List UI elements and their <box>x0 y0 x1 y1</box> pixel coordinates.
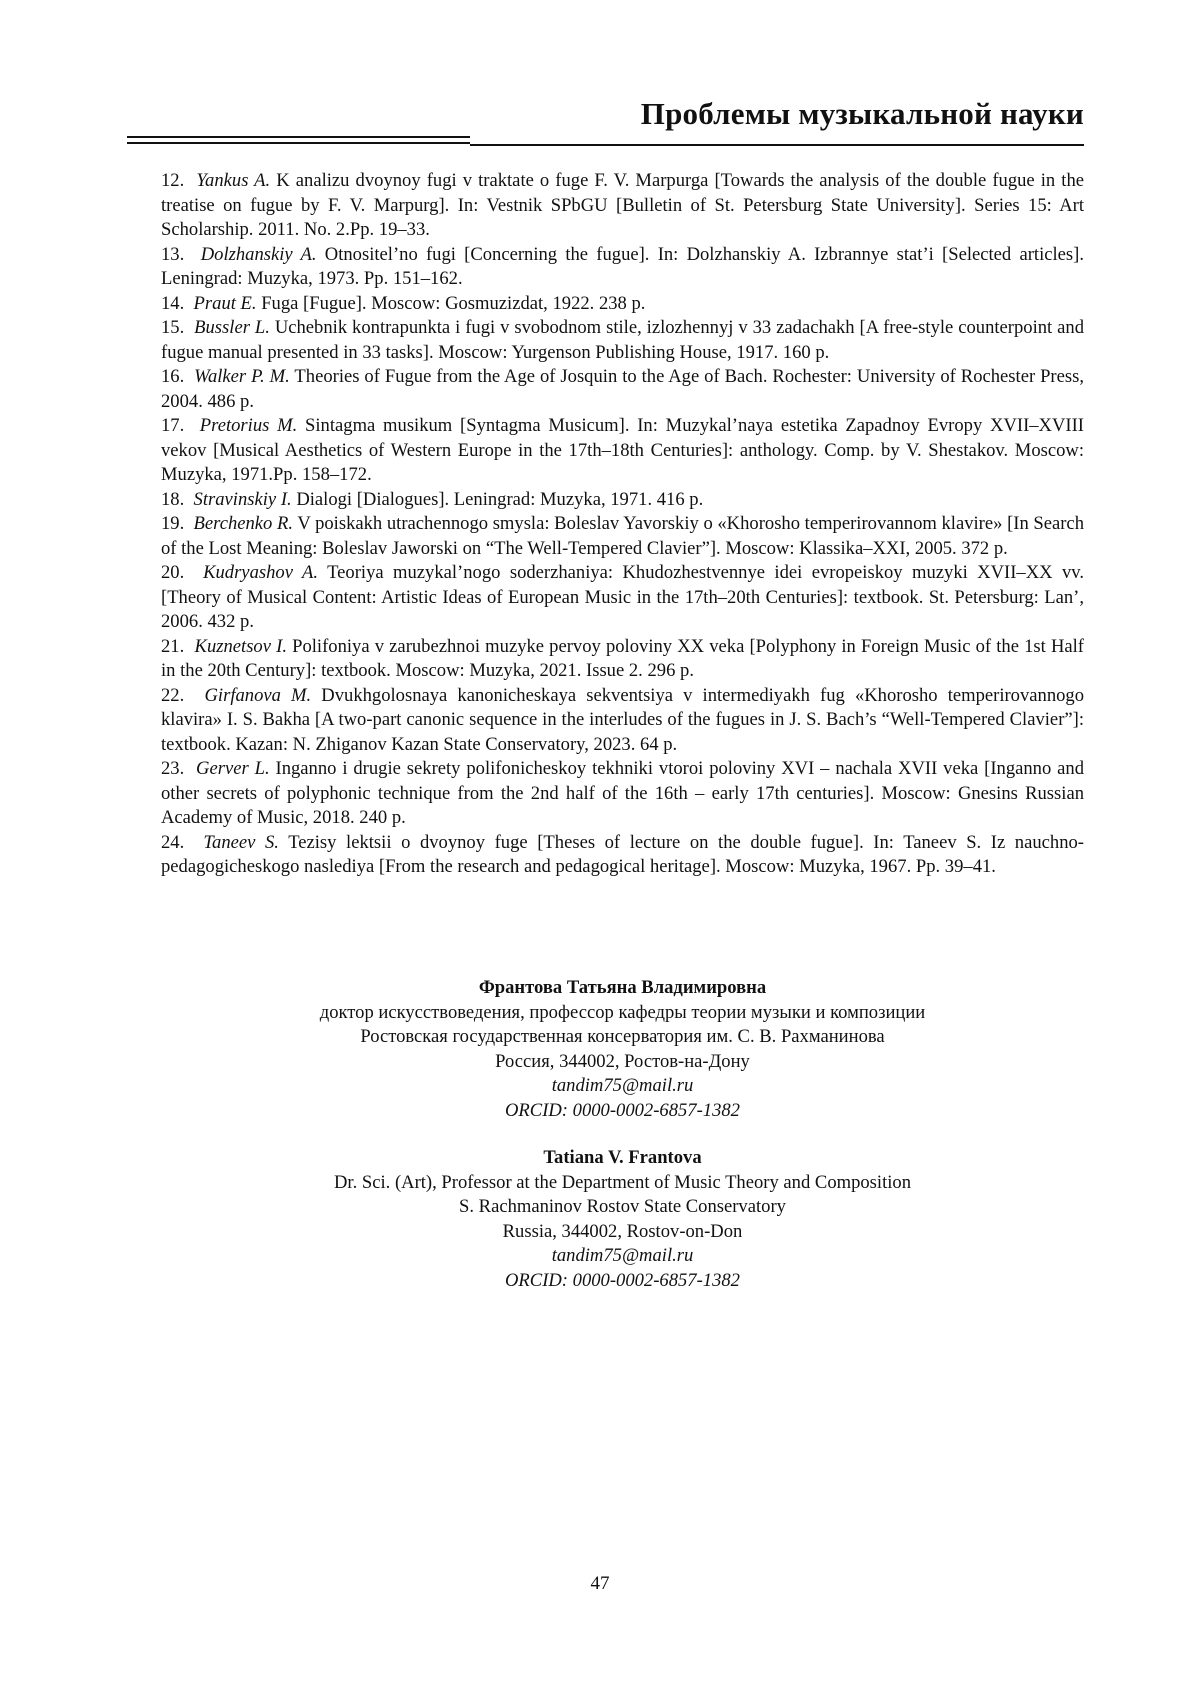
reference-number: 20. <box>161 562 185 583</box>
author-name: Франтова Татьяна Владимировна <box>478 977 767 998</box>
reference-author: Walker P. M. <box>194 366 290 387</box>
reference-text: K analizu dvoynoy fugi v traktate o fuge F. V. Marpurga [Towards the analysis of the double fugue in the treatise on fugue by F. V. Marpurg]. In: Vestnik SPbGU [Bulletin of St. Petersburg State University]. Series 15: Art Scholarship. 2011. No. 2.Pp. 19–33. <box>161 170 1085 240</box>
reference-text: Dvukhgolosnaya kanonicheskaya sekventsiya v intermediyakh fug «Khorosho temperirovannogo klavira» I. S. Bakha [A two-part canonic sequence in the interludes of the fugues in J. S. Bach’s “Well-Tempered Clavier”]: textbook. Kazan: N. Zhiganov Kazan State Conservatory, 2023. 64 p. <box>161 684 1085 755</box>
author-address: Россия, 344002, Ростов-на-Дону <box>495 1050 750 1072</box>
reference-item <box>161 512 1084 561</box>
reference-item <box>161 635 1084 684</box>
reference-item <box>161 561 1084 635</box>
reference-number: 13. <box>161 243 185 265</box>
reference-author: Kuznetsov I. <box>194 635 287 657</box>
reference-number: 12. <box>161 170 185 191</box>
reference-author: Taneev S. <box>203 831 279 853</box>
reference-item <box>161 414 1084 488</box>
reference-author: Dolzhanskiy A. <box>200 243 317 265</box>
reference-item <box>161 488 1084 513</box>
reference-item <box>161 169 1084 243</box>
reference-number: 16. <box>161 366 185 387</box>
reference-text: Fuga [Fugue]. Moscow: Gosmuzizdat, 1922. 238 p. <box>261 292 646 314</box>
reference-author: Praut E. <box>193 292 257 314</box>
reference-number: 19. <box>161 513 185 534</box>
author-email[interactable]: tandim75@mail.ru <box>551 1075 694 1096</box>
author-position: Dr. Sci. (Art), Professor at the Department of Music Theory and Composition <box>334 1171 911 1193</box>
reference-text: Polifoniya v zarubezhnoi muzyke pervoy poloviny XX veka [Polyphony in Foreign Music of the 1st Half in the 20th Century]: textbook. Moscow: Muzyka, 2021. Issue 2. 296 p. <box>161 635 1084 681</box>
reference-text: Teoriya muzykal’nogo soderzhaniya: Khudozhestvennye idei evropeiskoy muzyki XVII–XX vv. [Theory of Musical Content: Artistic Ideas of European Music in the 17th–20th Centuries]: textbook. St. Petersburg: Lan’, 2006. 432 p. <box>161 562 1085 632</box>
reference-number: 21. <box>161 635 185 657</box>
author-affiliation: Ростовская государственная консерватория им. С. В. Рахманинова <box>360 1026 885 1047</box>
reference-number: 17. <box>161 415 185 436</box>
reference-list <box>161 169 1084 880</box>
reference-text: Uchebnik kontrapunkta i fugi v svobodnom stile, izlozhennyj v 33 zadachakh [A free-style counterpoint and fugue manual presented in 33 tasks]. Moscow: Yurgenson Publishing House, 1917. 160 p. <box>161 317 1085 363</box>
reference-number: 18. <box>161 488 185 510</box>
reference-number: 15. <box>161 317 185 338</box>
reference-item <box>161 365 1084 414</box>
reference-text: Theories of Fugue from the Age of Josquin to the Age of Bach. Rochester: University of Rochester Press, 2004. 486 p. <box>161 366 1084 412</box>
author-name: Tatiana V. Frantova <box>543 1147 702 1168</box>
reference-text: Tezisy lektsii o dvoynoy fuge [Theses of lecture on the double fugue]. In: Taneev S. Iz nauchno-pedagogicheskogo naslediya [From the research and pedagogical heritage]. Moscow: Muzyka, 1967. Pp. 39–41. <box>161 831 1084 877</box>
header-rule <box>470 144 1084 146</box>
reference-author: Gerver L. <box>196 758 270 779</box>
reference-text: Dialogi [Dialogues]. Leningrad: Muzyka, 1971. 416 p. <box>296 488 704 510</box>
author-orcid: ORCID: 0000-0002-6857-1382 <box>505 1269 740 1291</box>
reference-number: 23. <box>161 758 185 779</box>
author-address: Russia, 344002, Rostov-on-Don <box>502 1220 743 1242</box>
reference-item <box>161 292 1084 317</box>
reference-author: Stravinskiy I. <box>193 488 292 510</box>
page-number: 47 <box>590 1573 610 1594</box>
author-orcid: ORCID: 0000-0002-6857-1382 <box>505 1099 740 1121</box>
reference-author: Kudryashov A. <box>203 562 319 583</box>
reference-author: Girfanova M. <box>204 684 312 706</box>
reference-author: Yankus A. <box>196 170 271 191</box>
author-info-en <box>161 1146 1084 1293</box>
reference-number: 14. <box>161 292 185 314</box>
reference-item <box>161 316 1084 365</box>
reference-item <box>161 757 1084 831</box>
author-email[interactable]: tandim75@mail.ru <box>551 1245 694 1266</box>
reference-item <box>161 831 1084 880</box>
reference-author: Pretorius M. <box>199 415 298 436</box>
reference-number: 22. <box>161 684 185 706</box>
reference-text: V poiskakh utrachennogo smysla: Boleslav Yavorskiy o «Khorosho temperirovannom klavire» [In Search of the Lost Meaning: Boleslav Jaworski on “The Well-Tempered Clavier”]. Moscow: Klassika–XXI, 2005. 372 p. <box>161 513 1084 559</box>
reference-author: Bussler L. <box>194 317 270 338</box>
reference-author: Berchenko R. <box>193 513 294 534</box>
journal-title: Проблемы музыкальной науки <box>640 96 1084 131</box>
reference-text: Sintagma musikum [Syntagma Musicum]. In: Muzykal’naya estetika Zapadnoy Evropy XVII–XVIII vekov [Musical Aesthetics of Western Europe in the 17th–18th Centuries]: anthology. Comp. by V. Shestakov. Moscow: Muzyka, 1971.Pp. 158–172. <box>161 415 1084 485</box>
author-info-ru <box>161 976 1084 1123</box>
author-affiliation: S. Rachmaninov Rostov State Conservatory <box>459 1196 786 1217</box>
reference-text: Otnositel’no fugi [Concerning the fugue]. In: Dolzhanskiy A. Izbrannye stat’i [Selected articles]. Leningrad: Muzyka, 1973. Pp. 151–162. <box>161 243 1084 289</box>
reference-number: 24. <box>161 831 185 853</box>
reference-item <box>161 684 1084 758</box>
reference-item <box>161 243 1084 292</box>
author-position: доктор искусствоведения, профессор кафедры теории музыки и композиции <box>319 1001 926 1023</box>
header-rule-double <box>127 136 470 144</box>
reference-text: Inganno i drugie sekrety polifonicheskoy tekhniki vtoroi poloviny XVI – nachala XVII veka [Inganno and other secrets of polyphonic technique from the 2nd half of the 16th – early 17th centuries]. Moscow: Gnesins Russian Academy of Music, 2018. 240 p. <box>161 758 1085 828</box>
